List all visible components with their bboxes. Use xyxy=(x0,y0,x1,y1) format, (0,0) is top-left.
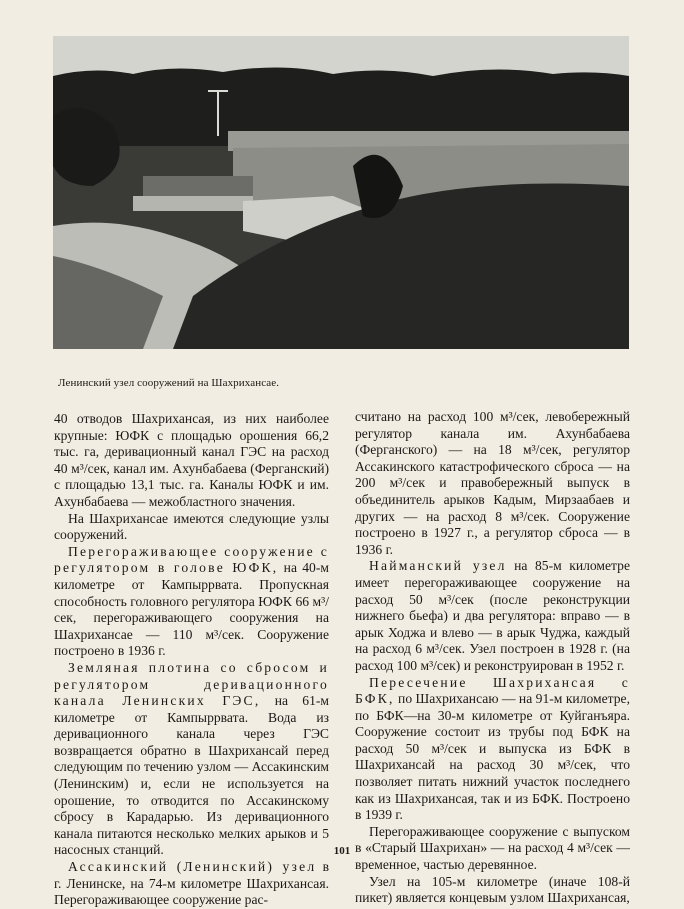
page-number: 101 xyxy=(333,845,351,857)
paragraph: Перегораживающее сооружение с регулятором в голове ЮФК, на 40-м километре от Кампыррвата. Пропускная способность головного регулятора ЮФК 66 м³/сек, перегораживающего сооружения на Шахрихансае — 110 м³/сек. Сооружение построено в 1936 г. xyxy=(54,543,329,659)
paragraph: 40 отводов Шахрихансая, из них наиболее крупные: ЮФК с площадью орошения 66,2 тыс. га, деривационный канал ГЭС на расход 40 м³/сек, канал им. Ахунбабаева (Ферганский) с площадью 13,1 тыс. га. Каналы ЮФК и им. Ахунбабаева — межобластного значения. xyxy=(54,411,329,509)
left-column xyxy=(54,411,329,909)
right-column xyxy=(355,409,630,907)
photo-hydro-structure xyxy=(53,36,629,349)
photo-caption: Ленинский узел сооружений на Шахрихансае. xyxy=(58,377,280,389)
photo-image xyxy=(53,36,629,349)
paragraph: Ассакинский (Ленинский) узел в г. Ленинске, на 74-м километре Шахрихансая. Перегораживающее сооружение рас- xyxy=(54,859,329,908)
paragraph: Перегораживающее сооружение с выпуском в «Старый Шахрихан» — на расход 4 м³/сек — временное, частью деревянное. xyxy=(355,823,630,873)
paragraph: Узел на 105-м километре (иначе 108-й пикет) является концевым узлом Шахрихансая, xyxy=(355,873,630,906)
paragraph: считано на расход 100 м³/сек, левобережный регулятор канала им. Ахунбабаева (Ферганского) — на 18 м³/сек, регулятор Ассакинского катастрофического сброса — на 200 м³/сек и правобережный выпуск в объединитель арыков Кадым, Мирзаабаев и других — на расход 8 м³/сек. Сооружение построено в 1927 г., а регулятор сброса — в 1936 г. xyxy=(355,409,630,557)
paragraph: На Шахрихансае имеются следующие узлы сооружений. xyxy=(54,510,329,543)
paragraph: Земляная плотина со сбросом и регулятором деривационного канала Ленинских ГЭС, на 61-м километре от Кампыррвата. Вода из деривационного канала через ГЭС возвращается обратно в Шахрихансай перед следующим по течению узлом — Ассакинским (Ленинским) и, если не используется на орошение, то отводится по Ассакинскому сбросу в Карадарью. Из деривационного канала питаются несколько мелких арыков и 5 насосных станций. xyxy=(54,659,329,858)
paragraph: Пересечение Шахрихансая с БФК, по Шахрихансаю — на 91-м километре, по БФК—на 30-м километре от Куйганъяра. Сооружение состоит из трубы под БФК на расход 50 м³/сек и выпуска из БФК в Шахрихансай на расход 30 м³/сек, что позволяет питать нижний участок последнего как из Шахрихансая, так и из БФК. Построено в 1939 г. xyxy=(355,674,630,823)
paragraph: Найманский узел на 85-м километре имеет перегораживающее сооружение на расход 50 м³/сек (после реконструкции нижнего бьефа) и два регулятора: вправо — в арык Ходжа и влево — в арык Чуджа, каждый на расход 6 м³/сек. Узел построен в 1928 г. (на расход 100 м³/сек) и реконструирован в 1952 г. xyxy=(355,558,630,673)
